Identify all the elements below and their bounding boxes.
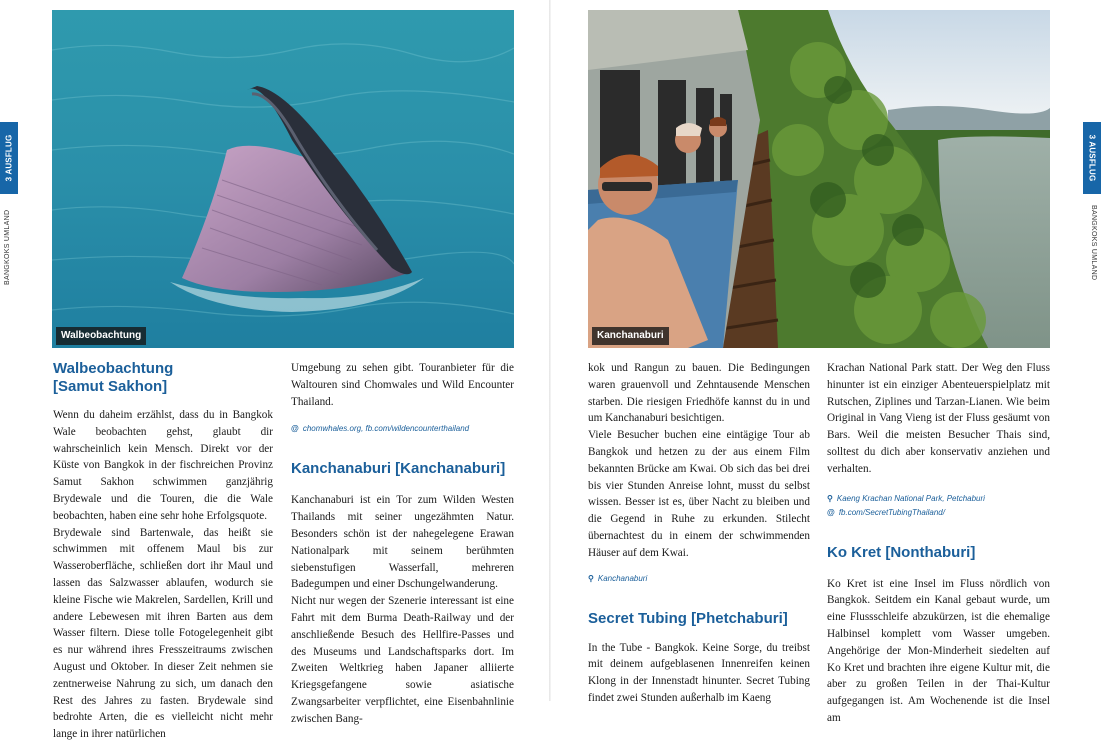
section-label-left: BANGKOKS UMLAND [4, 209, 11, 285]
train-photo-caption: Kanchanaburi [592, 327, 669, 345]
at-icon: @ [291, 424, 299, 434]
kanchanaburi-paragraph-1: Kanchanaburi ist ein Tor zum Wilden Westen Thailands mit seiner ungezähmten Natur. Besonders schön ist der nahegelegene Erawan Nationalpark mit seinem berühmten siebenstufigen Wasserfall, mehreren Badegumpen und einer Dschungelwanderung. [291, 494, 514, 591]
whale-photo-caption: Walbeobachtung [56, 327, 146, 345]
secret-tubing-location-info[interactable] [827, 492, 1050, 506]
ko-kret-paragraph-1: Ko Kret ist eine Insel im Fluss nördlich von Bangkok. Seitdem ein Kanal gebaut wurde, um eine Flussschleife abzukürzen, ist die ehemalige Halbinsel komplett vom Wasser umgeben. Angehörige der Mon-Minderheit siedelten auf Ko Kret und brachten ihre eigene Kultur mit, die aber zu großen Teilen in der Thai-Kultur aufgegangen ist. Am Wochenende ist die Insel am [827, 577, 1050, 724]
whale-photo [52, 10, 514, 348]
secret-tubing-location-text: Kaeng Krachan National Park, Petchaburi [836, 493, 985, 503]
left-page [0, 0, 550, 741]
heading-secret-tubing: Secret Tubing [Phetchaburi] [588, 609, 788, 627]
kanchanaburi-paragraph-cont: kok und Rangun zu bauen. Die Bedingungen waren grauenvoll und Zehntausende Menschen starben. Die riesigen Friedhöfe kannst du in und um Kanchanaburi besichtigen. [588, 362, 810, 425]
chapter-tab-label: 3 AUSFLUG [4, 134, 14, 182]
right-column-1 [588, 360, 810, 707]
kanchanaburi-paragraph-3: Viele Besucher buchen eine eintägige Tour ab Bangkok und hetzen zu der aus einem Film bekannten Brücke am Kwai. Ob sich das bei drei bis vier Stunden Anreise lohnt, musst du selbst wissen. Besser ist es, über Nacht zu bleiben und die Gegend in Ruhe zu erkunden. Stilecht übernachtest du in einem der schwimmenden Häuser auf dem Kwai. [588, 429, 810, 559]
heading-walbeobachtung [53, 360, 273, 396]
chapter-tab-right [1083, 122, 1101, 194]
secret-tubing-website-text: fb.com/SecretTubingThailand/ [838, 507, 945, 517]
heading-walbeobachtung-line1: Walbeobachtung [53, 360, 174, 377]
left-column-2 [291, 360, 514, 728]
walbeobachtung-paragraph-cont: Umgebung zu sehen gibt. Touranbieter für die Waltouren sind Chomwales und Wild Encounter Thailand. [291, 362, 514, 408]
at-icon: @ [827, 507, 835, 517]
heading-kanchanaburi: Kanchanaburi [Kanchanaburi] [291, 460, 506, 478]
right-column-2 [827, 360, 1050, 727]
chapter-tab-left [0, 122, 18, 194]
walbeobachtung-website-info[interactable] [291, 422, 514, 436]
secret-tubing-website-info[interactable] [827, 506, 1050, 520]
walbeobachtung-website-text: chomwhales.org, fb.com/wildencounterthailand [302, 424, 470, 434]
heading-walbeobachtung-line2: [Samut Sakhon] [53, 378, 168, 395]
kanchanaburi-location-info[interactable] [588, 572, 810, 586]
walbeobachtung-paragraph-2: Brydewale sind Bartenwale, das heißt sie schwimmen mit offenem Maul bis zur Wasseroberfläche, schließen dort ihr Maul und lassen das Salzwasser ablaufen, wodurch sie kleine Fische wie Makrelen, Sardellen, Krill und andere Lebewesen mit ihren Barten aus dem Wasser filtern. Diese tolle Fotogelegenheit gibt es nur während ihres Fresszeitraums zwischen August und Oktober. In dieser Zeit nehmen sie zentnerweise Nahrung zu sich, um danach den Rest des Jahres zu fasten. Brydewale sind bedrohte Arten, die es vielleicht nicht mehr lange in ihrer natürlichen [53, 526, 273, 741]
secret-tubing-paragraph-1: In the Tube - Bangkok. Keine Sorge, du treibst mit deinem aufgeblasenen Innenreifen keinen Klong in der Innenstadt hinunter. Secret Tubing findet zwei Stunden außerhalb im Kaeng [588, 641, 810, 704]
walbeobachtung-paragraph-1: Wenn du daheim erzählst, dass du in Bangkok Wale beobachten gehst, glaubt dir wahrscheinlich kein Mensch. Direkt vor der Küste von Bangkok in der fischreichen Provinz Samut Sakhon schwimmen ganzjährig Brydewale und die Touren, die die Wale beobachten, haben eine sehr hohe Erfolgsquote. [53, 409, 273, 522]
chapter-tab-label: 3 AUSFLUG [1087, 134, 1097, 182]
map-pin-icon: ⚲ [827, 493, 833, 503]
train-photo [588, 10, 1050, 348]
heading-ko-kret: Ko Kret [Nonthaburi] [827, 543, 976, 561]
right-page [551, 0, 1101, 724]
kanchanaburi-paragraph-2: Nicht nur wegen der Szenerie interessant ist eine Fahrt mit dem Burma Death-Railway und der anschließende Besuch des Hellfire-Passes und des Museums und Landschaftsparks dort. Im Zweiten Weltkrieg haben Japaner alliierte Kriegsgefangene sowie asiatische Zwangsarbeiter verpflichtet, eine Eisenbahnlinie zwischen Bang- [291, 595, 514, 725]
kanchanaburi-location-text: Kanchanaburi [597, 573, 648, 583]
section-label-right: BANGKOKS UMLAND [1090, 205, 1097, 281]
secret-tubing-paragraph-cont: Krachan National Park statt. Der Weg den Fluss hinunter ist ein einziger Abenteuerspielplatz mit Rutschen, Ziplines und Tarzan-Lianen. Wie beim Original in Vang Vieng ist der Fluss gesäumt von Bars. Weil die meisten Besucher Thais sind, solltest du dich aber konservativ anziehen und verhalten. [827, 362, 1050, 475]
left-column-1 [53, 360, 273, 743]
map-pin-icon: ⚲ [588, 573, 594, 583]
